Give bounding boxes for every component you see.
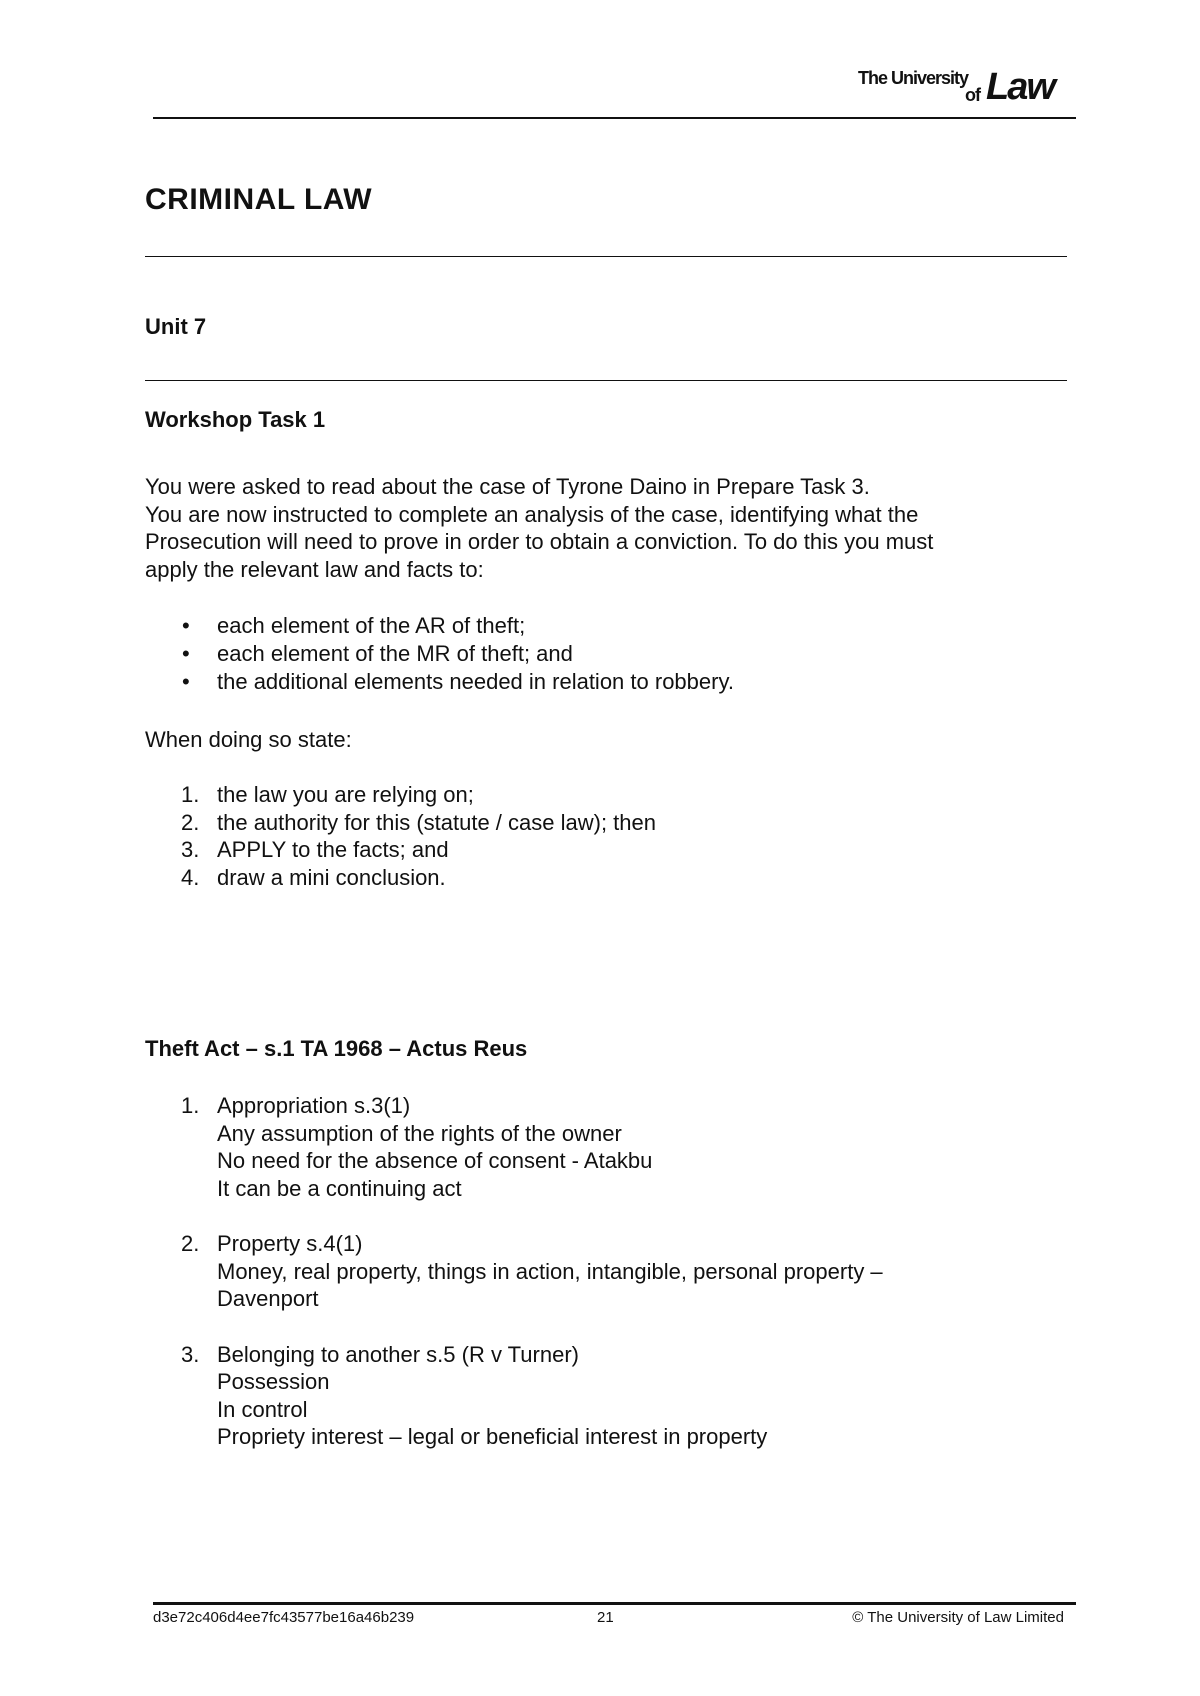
page-title: CRIMINAL LAW bbox=[145, 183, 373, 216]
item-line: Money, real property, things in action, intangible, personal property – bbox=[217, 1258, 883, 1284]
step-number: 2. bbox=[181, 809, 200, 835]
step-number: 3. bbox=[181, 837, 200, 862]
item-line: Property s.4(1) bbox=[217, 1231, 363, 1256]
item-line: No need for the absence of consent - Atakbu bbox=[217, 1148, 653, 1173]
step-item bbox=[145, 836, 656, 864]
logo-line2: of bbox=[965, 85, 980, 105]
theft-heading: Theft Act – s.1 TA 1968 – Actus Reus bbox=[145, 1036, 528, 1061]
document-id: d3e72c406d4ee7fc43577be16a46b239 bbox=[153, 1609, 415, 1626]
actus-reus-item bbox=[145, 1341, 883, 1451]
when-doing-text: When doing so state: bbox=[145, 727, 352, 752]
step-text: APPLY to the facts; and bbox=[217, 837, 449, 862]
step-item bbox=[145, 781, 656, 809]
university-logo bbox=[858, 66, 1068, 108]
footer-rule bbox=[153, 1602, 1076, 1605]
actus-reus-item bbox=[145, 1230, 883, 1313]
logo-line3: Law bbox=[986, 66, 1054, 108]
header-rule bbox=[153, 117, 1076, 119]
item-number: 1. bbox=[181, 1093, 200, 1118]
item-line: Any assumption of the rights of the owner bbox=[217, 1120, 622, 1146]
item-line: Possession bbox=[217, 1369, 330, 1394]
step-text: the law you are relying on; bbox=[217, 782, 474, 807]
intro-line: You were asked to read about the case of Tyrone Daino in Prepare Task 3. bbox=[145, 474, 870, 499]
bullet-item: • each element of the AR of theft; bbox=[145, 612, 734, 640]
item-number: 2. bbox=[181, 1231, 200, 1256]
item-line: It can be a continuing act bbox=[217, 1175, 462, 1201]
step-text: draw a mini conclusion. bbox=[217, 864, 446, 890]
unit-heading: Unit 7 bbox=[145, 314, 207, 339]
page-number: 21 bbox=[597, 1609, 614, 1626]
step-item bbox=[145, 809, 656, 837]
divider bbox=[145, 256, 1067, 257]
item-line: Appropriation s.3(1) bbox=[217, 1093, 411, 1118]
actus-reus-item bbox=[145, 1092, 883, 1202]
intro-paragraph bbox=[145, 473, 933, 583]
bullet-item: • the additional elements needed in relation to robbery. bbox=[145, 668, 734, 696]
logo-line1: The University bbox=[858, 68, 969, 88]
item-number: 3. bbox=[181, 1341, 200, 1367]
intro-line: apply the relevant law and facts to: bbox=[145, 556, 484, 582]
step-text: the authority for this (statute / case law); then bbox=[217, 809, 656, 835]
actus-reus-list bbox=[145, 1092, 883, 1479]
item-line: In control bbox=[217, 1396, 308, 1422]
steps-list bbox=[145, 781, 656, 891]
item-line: Propriety interest – legal or beneficial interest in property bbox=[217, 1424, 768, 1449]
step-number: 4. bbox=[181, 864, 200, 890]
intro-line: You are now instructed to complete an analysis of the case, identifying what the bbox=[145, 501, 919, 527]
item-line: Davenport bbox=[217, 1286, 319, 1311]
divider bbox=[145, 380, 1067, 381]
element-bullet-list bbox=[145, 612, 734, 696]
copyright-text: © The University of Law Limited bbox=[852, 1609, 1064, 1626]
item-line: Belonging to another s.5 (R v Turner) bbox=[217, 1341, 579, 1367]
step-number: 1. bbox=[181, 782, 200, 807]
intro-line: Prosecution will need to prove in order to obtain a conviction. To do this you must bbox=[145, 529, 934, 554]
workshop-heading: Workshop Task 1 bbox=[145, 407, 326, 432]
bullet-item: • each element of the MR of theft; and bbox=[145, 640, 734, 668]
step-item bbox=[145, 864, 656, 892]
